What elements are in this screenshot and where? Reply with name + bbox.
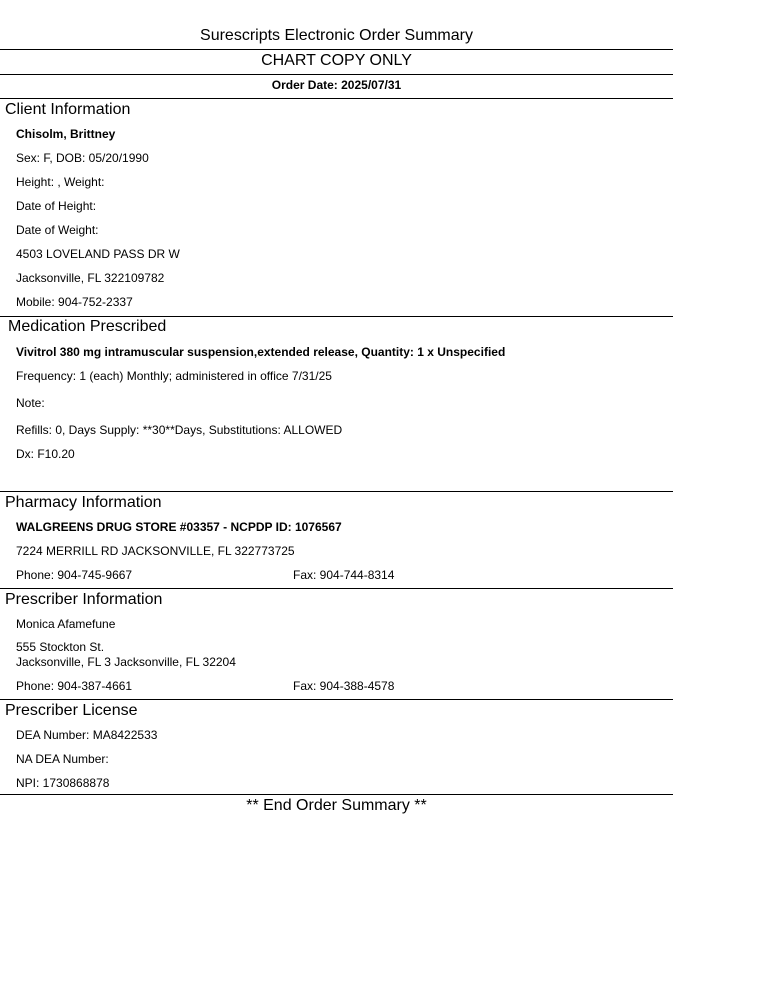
client-sex-dob: Sex: F, DOB: 05/20/1990 <box>16 151 149 165</box>
medication-dx: Dx: F10.20 <box>16 447 75 461</box>
client-mobile: Mobile: 904-752-2337 <box>16 295 133 309</box>
prescriber-name: Monica Afamefune <box>16 617 116 631</box>
divider <box>0 49 673 50</box>
prescriber-address-line1: 555 Stockton St. <box>16 640 105 654</box>
client-section-heading: Client Information <box>5 101 131 118</box>
client-name: Chisolm, Brittney <box>16 127 116 141</box>
document-title: Surescripts Electronic Order Summary <box>200 27 473 44</box>
divider <box>0 794 673 795</box>
divider <box>0 588 673 589</box>
medication-refills: Refills: 0, Days Supply: **30**Days, Substitutions: ALLOWED <box>16 423 343 437</box>
medication-frequency: Frequency: 1 (each) Monthly; administered in office 7/31/25 <box>16 369 332 383</box>
prescriber-section-heading: Prescriber Information <box>5 591 163 608</box>
client-address-line2: Jacksonville, FL 322109782 <box>16 271 165 285</box>
pharmacy-name: WALGREENS DRUG STORE #03357 - NCPDP ID: 1076567 <box>16 520 342 534</box>
license-section-heading: Prescriber License <box>5 702 138 719</box>
client-height-weight: Height: , Weight: <box>16 175 105 189</box>
chart-copy-label: CHART COPY ONLY <box>261 52 412 69</box>
divider <box>0 74 673 75</box>
pharmacy-address: 7224 MERRILL RD JACKSONVILLE, FL 322773725 <box>16 544 295 558</box>
pharmacy-section-heading: Pharmacy Information <box>5 494 162 511</box>
medication-drug: Vivitrol 380 mg intramuscular suspension,extended release, Quantity: 1 x Unspecified <box>16 345 506 359</box>
pharmacy-fax: Fax: 904-744-8314 <box>293 568 395 582</box>
client-date-of-height: Date of Height: <box>16 199 97 213</box>
pharmacy-phone: Phone: 904-745-9667 <box>16 568 133 582</box>
prescriber-address-line2: Jacksonville, FL 3 Jacksonville, FL 32204 <box>16 655 236 669</box>
license-dea-number: DEA Number: MA8422533 <box>16 728 158 742</box>
license-npi: NPI: 1730868878 <box>16 776 110 790</box>
license-na-dea-number: NA DEA Number: <box>16 752 109 766</box>
medication-section-heading: Medication Prescribed <box>8 318 167 335</box>
medication-note: Note: <box>16 396 45 410</box>
divider <box>0 699 673 700</box>
divider <box>0 98 673 99</box>
end-order-summary: ** End Order Summary ** <box>246 797 427 814</box>
divider <box>0 491 673 492</box>
client-date-of-weight: Date of Weight: <box>16 223 99 237</box>
divider <box>0 316 673 317</box>
client-address-line1: 4503 LOVELAND PASS DR W <box>16 247 180 261</box>
order-date: Order Date: 2025/07/31 <box>271 78 402 92</box>
prescriber-phone: Phone: 904-387-4661 <box>16 679 133 693</box>
prescriber-fax: Fax: 904-388-4578 <box>293 679 395 693</box>
